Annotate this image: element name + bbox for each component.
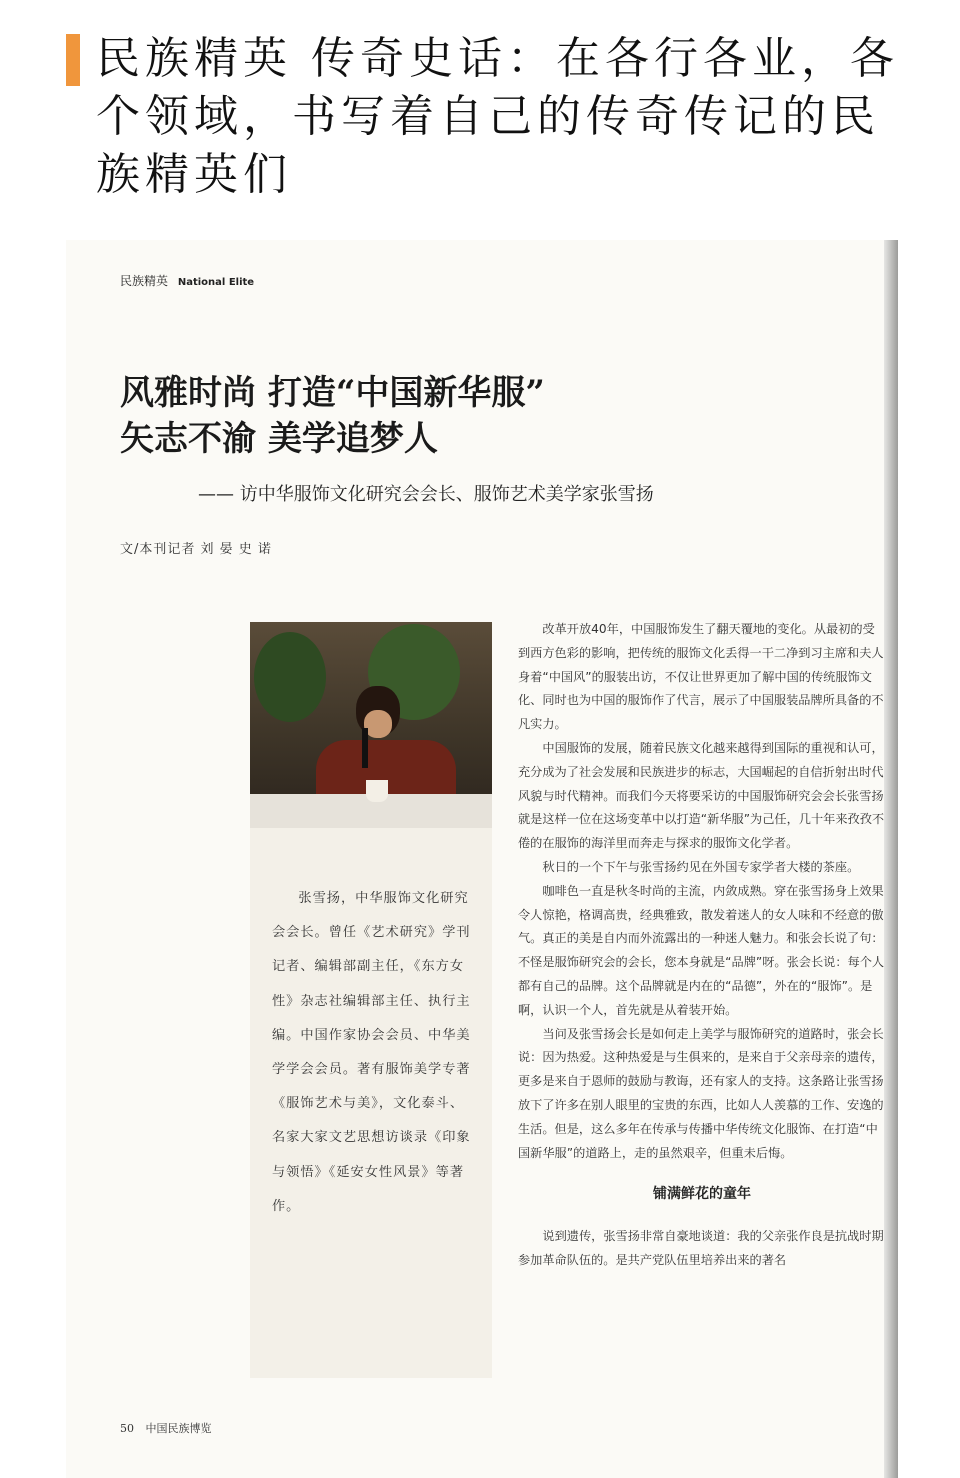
photo-microphone <box>362 728 368 768</box>
photo-plant-left <box>254 632 326 722</box>
body-paragraph: 当问及张雪扬会长是如何走上美学与服饰研究的道路时，张会长说：因为热爱。这种热爱是与生俱来的，是来自于父亲母亲的遗传，更多是来自于恩师的鼓励与教诲，还有家人的支持。这条路让张雪扬放下了许多在别人眼里的宝贵的东西，比如人人羡慕的工作、安逸的生活。但是，这么多年在传承与传播中华传统文化服饰、在打造“中国新华服”的道路上，走的虽然艰辛，但重未后悔。 <box>518 1026 884 1160</box>
photo-teacup <box>366 780 388 802</box>
article-subhead: —— 访中华服饰文化研究会会长、服饰艺术美学家张雪扬 <box>198 484 654 505</box>
headline-line-1: 风雅时尚 打造“中国新华服” <box>120 373 545 413</box>
headline-line-2: 矢志不渝 美学追梦人 <box>120 419 438 459</box>
caption-box <box>250 828 492 1378</box>
header-accent-bar <box>66 34 80 86</box>
header-title: 民族精英 传奇史话：在各行各业，各个领域，书写着自己的传奇传记的民族精英们 <box>96 33 899 200</box>
section-label <box>120 272 254 289</box>
page-folio <box>120 1420 212 1436</box>
body-paragraph: 说到遗传，张雪扬非常自豪地谈道：我的父亲张作良是抗战时期参加革命队伍的。是共产党队伍里培养出来的著名 <box>518 1229 884 1268</box>
publication-name: 中国民族博览 <box>145 1422 212 1435</box>
article-byline: 文/本刊记者 刘 晏 史 诺 <box>120 542 272 557</box>
article-body <box>518 618 886 1273</box>
section-heading: 铺满鲜花的童年 <box>653 1186 751 1203</box>
photo-caption: 张雪扬，中华服饰文化研究会会长。曾任《艺术研究》学刊记者、编辑部副主任，《东方女性》杂志社编辑部主任、执行主编。中国作家协会会员、中华美学学会会员。著有服饰美学专著《服饰艺术与美》，文化泰斗、名家大家文艺思想访谈录《印象与领悟》《延安女性风景》等著作。 <box>272 891 471 1214</box>
body-paragraph: 秋日的一个下午与张雪扬约见在外国专家学者大楼的茶座。 <box>542 859 860 874</box>
section-label-en: National Elite <box>177 277 255 288</box>
body-paragraph: 咖啡色一直是秋冬时尚的主流，内敛成熟。穿在张雪扬身上效果令人惊艳，格调高贵，经典雅致，散发着迷人的女人味和不经意的傲气。真正的美是自内而外流露出的一种迷人魅力。和张会长说了句：不怪是服饰研究会的会长，您本身就是“品牌”呀。张会长说：每个人都有自己的品牌。这个品牌就是内在的“品德”，外在的“服饰”。是啊，认识一个人，首先就是从着装开始。 <box>518 883 885 1017</box>
body-paragraph: 改革开放40年，中国服饰发生了翻天覆地的变化。从最初的受到西方色彩的影响，把传统的服饰文化丢得一干二净到习主席和夫人身着“中国风”的服装出访，不仅让世界更加了解中国的传统服饰文化、同时也为中国的服饰作了代言，展示了中国服装品牌所具备的不凡实力。 <box>518 622 884 732</box>
magazine-page-scan <box>66 240 898 1478</box>
page-number: 50 <box>120 1422 134 1435</box>
photo-person-face <box>364 710 392 738</box>
article-headline <box>120 370 545 462</box>
body-paragraph: 中国服饰的发展，随着民族文化越来越得到国际的重视和认可，充分成为了社会发展和民族进步的标志，大国崛起的自信折射出时代风貌与时代精神。而我们今天将要采访的中国服饰研究会会长张雪扬就是这样一位在这场变革中以打造“新华服”为己任，几十年来孜孜不倦的在服饰的海洋里而奔走与探求的服饰文化学者。 <box>518 740 885 851</box>
section-label-zh: 民族精英 <box>120 274 169 288</box>
portrait-photo <box>250 622 492 828</box>
page-binding-shadow <box>884 240 898 1478</box>
